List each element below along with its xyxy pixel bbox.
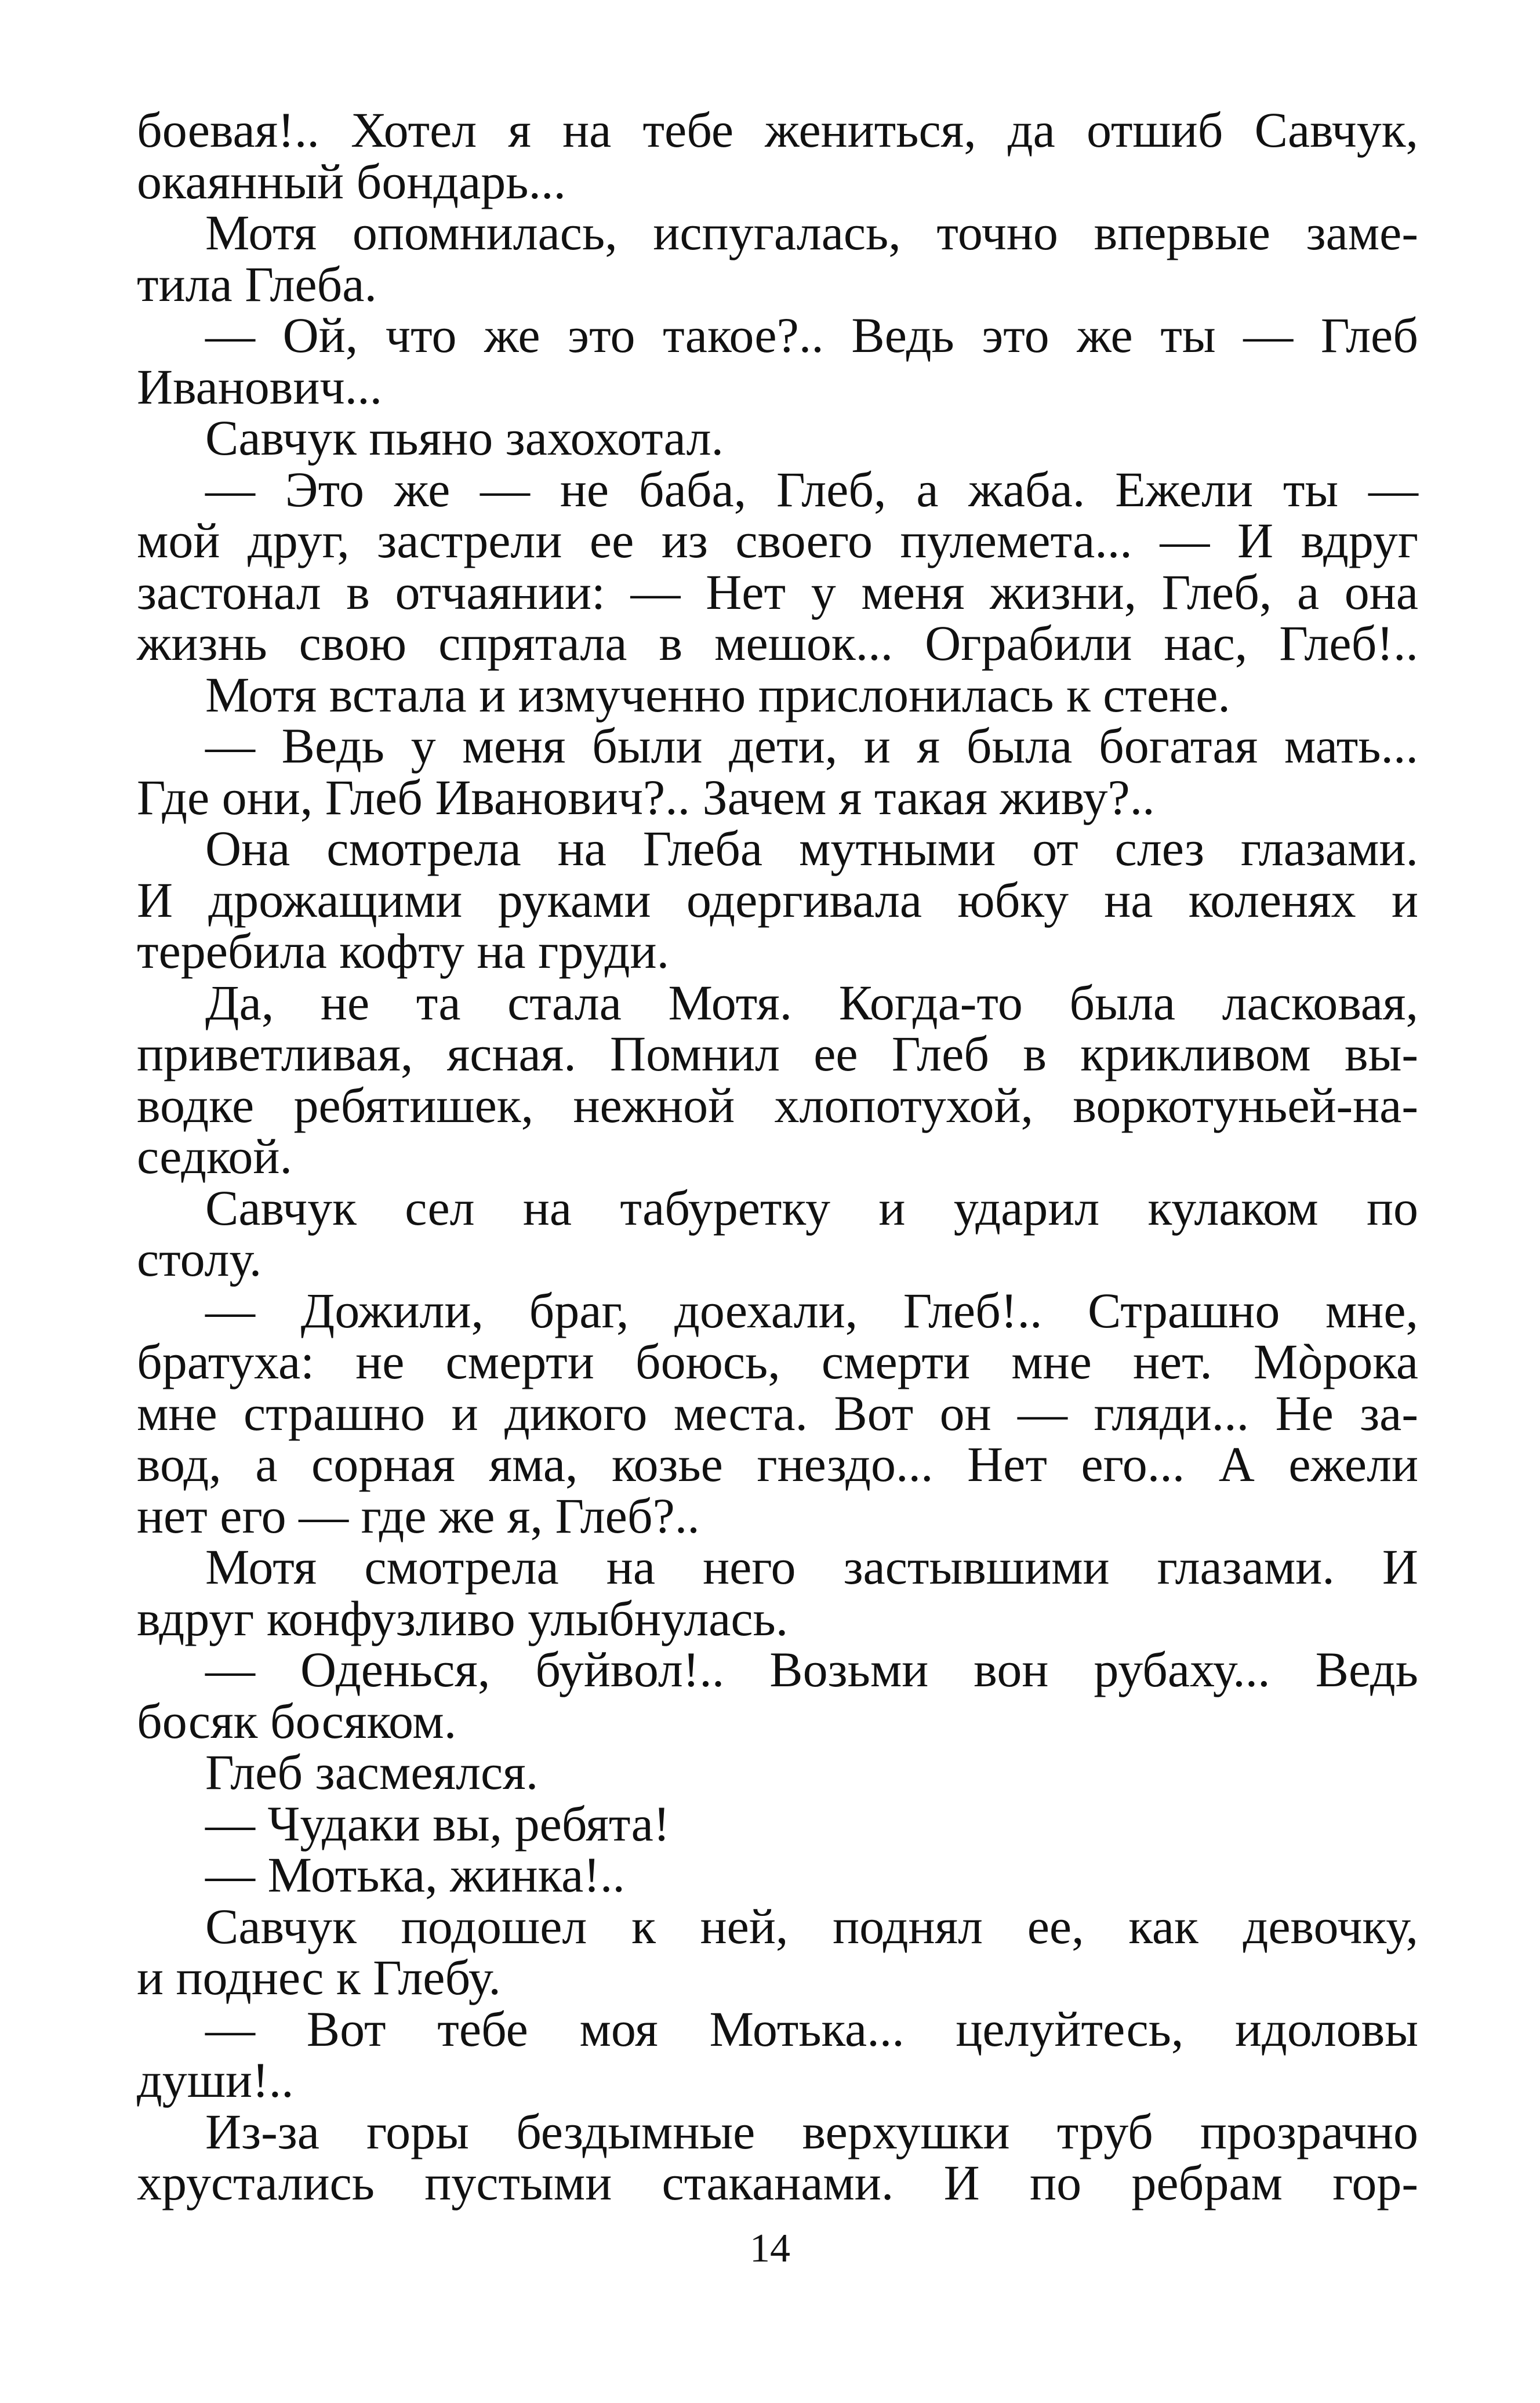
text-line: мне страшно и дикого места. Вот он — гляди... Не за- [137,1385,1418,1441]
text-line: — Оденься, буйвол!.. Возьми вон рубаху... Ведь [205,1642,1418,1697]
text-line: жизнь свою спрятала в мешок... Ограбили нас, Глеб!.. [137,615,1418,671]
text-line: — Дожили, браг, доехали, Глеб!.. Страшно мне, [205,1282,1418,1338]
text-line: водке ребятишек, нежной хлопотухой, воркотуньей-на- [137,1077,1418,1133]
text-line: Да, не та стала Мотя. Когда-то была ласковая, [205,974,1418,1030]
text-line: мой друг, застрели ее из своего пулемета... — И вдруг [137,513,1418,568]
text-line: — Ведь у меня были дети, и я была богатая мать... [205,718,1418,774]
text-line: Она смотрела на Глеба мутными от слез глазами. [205,821,1418,876]
text-line: Савчук сел на табуретку и ударил кулаком по [205,1179,1418,1236]
body-text [137,104,1418,2209]
text-line: столу. [137,1231,262,1287]
text-line: И дрожащими руками одергивала юбку на коленях и [137,872,1418,928]
text-line: Где они, Глеб Иванович?.. Зачем я такая живу?.. [137,769,1155,825]
text-line: Из-за горы бездымные верхушки труб прозрачно [205,2103,1418,2159]
text-line: окаянный бондарь... [137,153,566,209]
text-line: тила Глеба. [137,256,377,312]
text-line: — Чудаки вы, ребята! [205,1795,670,1852]
text-line: теребила кофту на груди. [137,923,670,979]
text-line: — Мотька, жинка!.. [205,1847,625,1903]
text-line: братуха: не смерти боюсь, смерти мне нет. Мòрока [137,1334,1418,1389]
text-line: Савчук подошел к ней, поднял ее, как девочку, [205,1898,1418,1954]
text-line: хрустались пустыми стаканами. И по ребрам гор- [137,2155,1418,2210]
text-line: Савчук пьяно захохотал. [205,410,724,466]
page-number: 14 [750,2226,790,2271]
text-line: боевая!.. Хотел я на тебе жениться, да отшиб Савчук, [137,102,1418,158]
text-line: Мотя опомнилась, испугалась, точно впервые заме- [205,205,1418,260]
text-line: Глеб засмеялся. [205,1744,539,1800]
text-line: — Ой, что же это такое?.. Ведь это же ты — Глеб [205,307,1418,363]
text-line: застонал в отчаянии: — Нет у меня жизни, Глеб, а она [137,564,1418,620]
text-line: Иванович... [137,358,383,415]
text-line: Мотя смотрела на него застывшими глазами. И [205,1539,1418,1595]
text-line: — Это же — не баба, Глеб, а жаба. Ежели ты — [205,461,1418,517]
text-line: босяк босяком. [137,1693,457,1749]
text-line: вдруг конфузливо улыбнулась. [137,1590,789,1646]
text-line: седкой. [137,1128,292,1184]
text-line: нет его — где же я, Глеб?.. [137,1487,700,1544]
text-line: вод, а сорная яма, козье гнездо... Нет его... А ежели [137,1436,1418,1492]
text-line: и поднес к Глебу. [137,1950,501,2005]
text-line: — Вот тебе моя Мотька... целуйтесь, идоловы [205,2001,1418,2057]
text-line: Мотя встала и измученно прислонилась к стене. [205,666,1230,723]
text-line: души!.. [137,2052,294,2108]
text-line: приветливая, ясная. Помнил ее Глеб в крикливом вы- [137,1026,1418,1081]
